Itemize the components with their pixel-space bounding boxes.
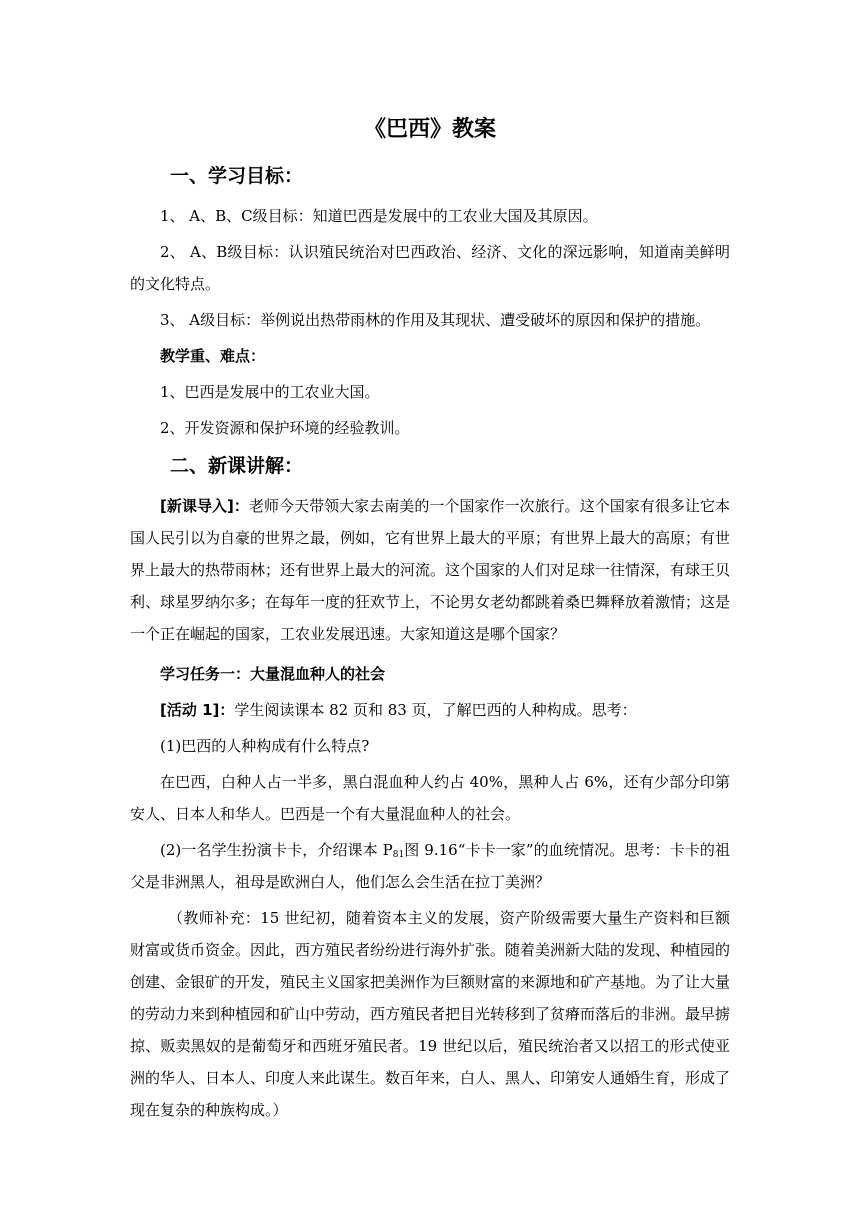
page-subscript: 81 bbox=[392, 850, 405, 860]
intro-label: [新课导入]： bbox=[160, 497, 249, 515]
question-1: (1)巴西的人种构成有什么特点? bbox=[160, 737, 370, 755]
goal-item: 2、 A、B级目标：认识殖民统治对巴西政治、经济、文化的深远影响，知道南美鲜明的文化特点。 bbox=[130, 243, 730, 293]
section-heading-new-lesson: 二、新课讲解： bbox=[170, 455, 304, 477]
goal-item: 1、 A、B、C级目标：知道巴西是发展中的工农业大国及其原因。 bbox=[160, 207, 598, 225]
document-body bbox=[130, 112, 730, 1126]
focus-item: 1、巴西是发展中的工农业大国。 bbox=[160, 383, 380, 401]
activity1-text: 学生阅读课本 82 页和 83 页，了解巴西的人种构成。思考： bbox=[234, 701, 637, 719]
activity1-paragraph bbox=[130, 694, 730, 726]
goal-item: 3、 A级目标：举例说出热带雨林的作用及其现状、遭受破坏的原因和保护的措施。 bbox=[160, 311, 711, 329]
task1-heading: 学习任务一：大量混血种人的社会 bbox=[160, 665, 386, 683]
activity1-label: [活动 1]： bbox=[160, 701, 235, 719]
answer-1: 在巴西，白种人占一半多，黑白混血种人约占 40%，黑种人占 6%，还有少部分印第安人、日本人和华人。巴西是一个有大量混血种人的社会。 bbox=[130, 773, 730, 823]
section-heading-learning-goals: 一、学习目标： bbox=[170, 165, 304, 187]
question-2-part2: 图 9.16“卡卡一家”的血统情况。思考：卡卡的祖父是非洲黑人，祖母是欧洲白人，他们怎么会生活在拉丁美洲？ bbox=[130, 841, 730, 891]
document-title: 《巴西》教案 bbox=[363, 117, 496, 142]
question-2 bbox=[130, 834, 730, 898]
focus-item: 2、开发资源和保护环境的经验教训。 bbox=[160, 419, 410, 437]
question-2-part1: (2)一名学生扮演卡卡，介绍课本 P bbox=[160, 841, 393, 859]
teacher-note: （教师补充：15 世纪初，随着资本主义的发展，资产阶级需要大量生产资料和巨额财富或货币资金。因此，西方殖民者纷纷进行海外扩张。随着美洲新大陆的发现、种植园的创建、金银矿的开发，殖民主义国家把美洲作为巨额财富的来源地和矿产基地。为了让大量的劳动力来到种植园和矿山中劳动，西方殖民者把目光转移到了贫瘠而落后的非洲。最早掳掠、贩卖黑奴的是葡萄牙和西班牙殖民者。19 世纪以后，殖民统治者又以招工的形式使亚洲的华人、日本人、印度人来此谋生。数百年来，白人、黑人、印第安人通婚生育，形成了现在复杂的种族构成。） bbox=[130, 909, 731, 1119]
intro-paragraph bbox=[130, 490, 730, 650]
focus-heading: 教学重、难点： bbox=[160, 347, 266, 365]
intro-text: 老师今天带领大家去南美的一个国家作一次旅行。这个国家有很多让它本国人民引以为自豪的世界之最，例如，它有世界上最大的平原；有世界上最大的高原；有世界上最大的热带雨林；还有世界上最大的河流。这个国家的人们对足球一往情深，有球王贝利、球星罗纳尔多；在每年一度的狂欢节上，不论男女老幼都跳着桑巴舞释放着激情；这是一个正在崛起的国家，工农业发展迅速。大家知道这是哪个国家？ bbox=[130, 497, 731, 643]
